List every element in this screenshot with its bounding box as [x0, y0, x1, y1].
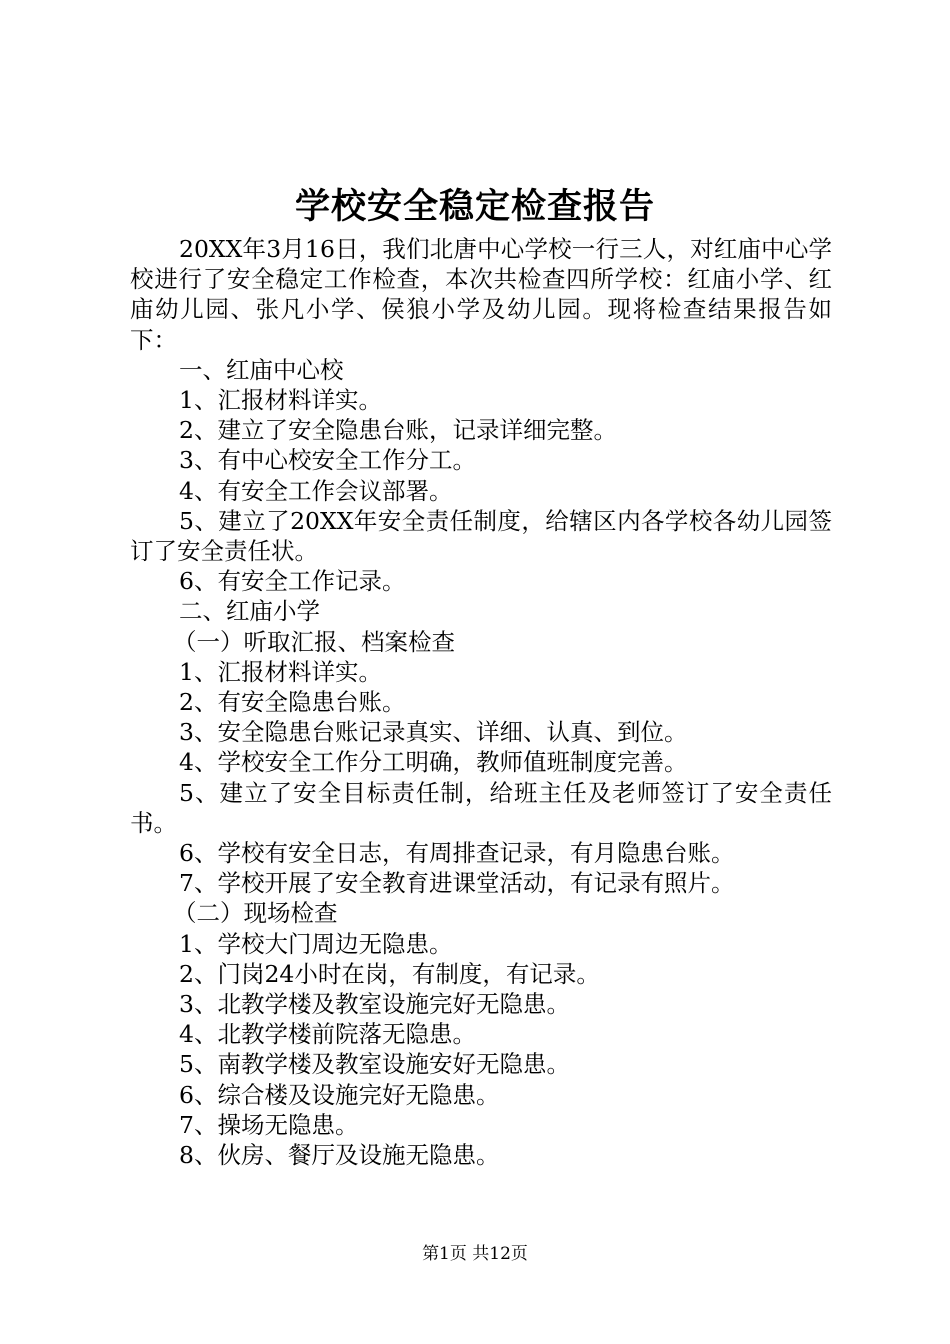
- section-heading: 一、红庙中心校: [179, 355, 344, 384]
- subsection-heading: （二）现场检查: [173, 899, 338, 928]
- list-item: 7、学校开展了安全教育进课堂活动，有记录有照片。: [179, 869, 735, 898]
- list-item: 3、有中心校安全工作分工。: [179, 446, 476, 475]
- list-item: 4、有安全工作会议部署。: [179, 476, 453, 505]
- subsection-heading: （一）听取汇报、档案检查: [173, 627, 455, 656]
- list-item: 6、学校有安全日志，有周排查记录，有月隐患台账。: [179, 839, 735, 868]
- list-item: 2、有安全隐患台账。: [179, 688, 406, 717]
- list-item: 2、门岗24小时在岗，有制度，有记录。: [179, 959, 600, 988]
- list-item: 4、北教学楼前院落无隐患。: [179, 1020, 476, 1049]
- list-item: 2、建立了安全隐患台账，记录详细完整。: [179, 416, 617, 445]
- document-title: 学校安全稳定检查报告: [294, 186, 655, 227]
- page-number-footer: 第1页 共12页: [422, 1244, 528, 1264]
- document-body: [130, 234, 832, 1170]
- list-item: 6、综合楼及设施完好无隐患。: [179, 1080, 500, 1109]
- list-item: 4、学校安全工作分工明确，教师值班制度完善。: [179, 748, 688, 777]
- list-item: 7、操场无隐患。: [179, 1110, 359, 1139]
- section-heading: 二、红庙小学: [179, 597, 320, 626]
- list-item: 8、伙房、餐厅及设施无隐患。: [179, 1141, 500, 1170]
- list-item: 6、有安全工作记录。: [179, 567, 406, 596]
- list-item: 1、汇报材料详实。: [179, 386, 382, 415]
- list-item: 5、南教学楼及教室设施安好无隐患。: [179, 1050, 570, 1079]
- list-item: 1、学校大门周边无隐患。: [179, 929, 453, 958]
- list-item: 3、安全隐患台账记录真实、详细、认真、到位。: [179, 718, 688, 747]
- intro-paragraph: 20XX年3月16日，我们北唐中心学校一行三人，对红庙中心学校进行了安全稳定工作检查，本次共检查四所学校：红庙小学、红庙幼儿园、张凡小学、侯狼小学及幼儿园。现将检查结果报告如下：: [130, 235, 832, 354]
- list-item: 1、汇报材料详实。: [179, 657, 382, 686]
- list-item: 5、建立了安全目标责任制，给班主任及老师签订了安全责任书。: [130, 778, 832, 837]
- list-item: 5、建立了20XX年安全责任制度，给辖区内各学校各幼儿园签订了安全责任状。: [130, 506, 832, 566]
- list-item: 3、北教学楼及教室设施完好无隐患。: [179, 990, 570, 1019]
